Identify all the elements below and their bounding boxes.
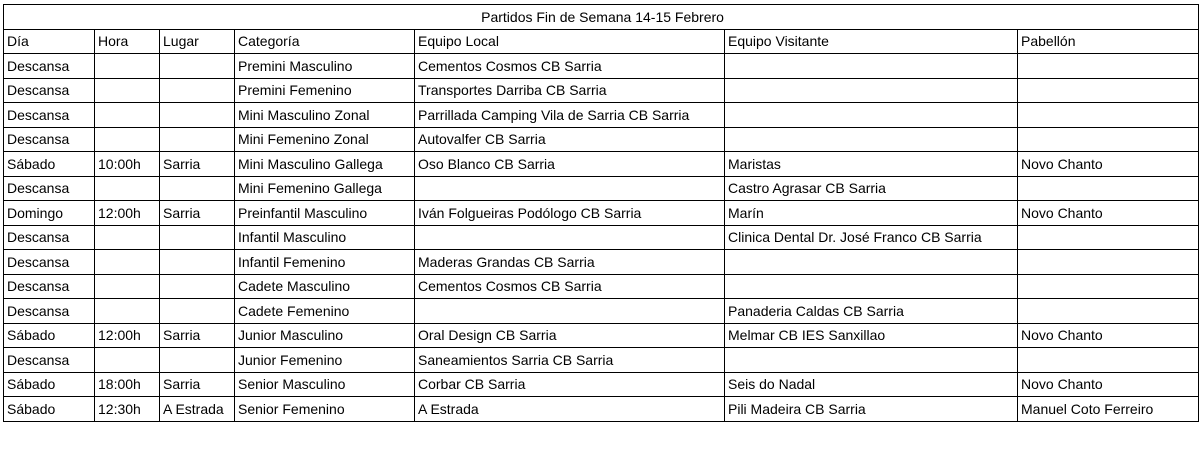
- cell-dia: Descansa: [4, 176, 95, 201]
- cell-dia: Sábado: [4, 323, 95, 348]
- cell-equipo-visitante: Maristas: [725, 152, 1018, 177]
- cell-hora: [95, 250, 160, 275]
- cell-hora: [95, 348, 160, 373]
- table-row: [4, 299, 1199, 324]
- cell-dia: Descansa: [4, 225, 95, 250]
- cell-dia: Descansa: [4, 250, 95, 275]
- header-equipo-local: Equipo Local: [415, 29, 725, 54]
- cell-hora: 10:00h: [95, 152, 160, 177]
- cell-pabellon: [1018, 176, 1199, 201]
- cell-lugar: [160, 225, 235, 250]
- cell-categoria: Mini Masculino Zonal: [235, 103, 415, 128]
- cell-hora: [95, 176, 160, 201]
- table-row: [4, 103, 1199, 128]
- table-row: [4, 348, 1199, 373]
- cell-categoria: Premini Masculino: [235, 54, 415, 79]
- cell-hora: 12:30h: [95, 397, 160, 422]
- header-equipo-visitante: Equipo Visitante: [725, 29, 1018, 54]
- cell-categoria: Mini Femenino Gallega: [235, 176, 415, 201]
- cell-lugar: [160, 348, 235, 373]
- cell-pabellon: [1018, 78, 1199, 103]
- cell-pabellon: [1018, 348, 1199, 373]
- cell-dia: Descansa: [4, 348, 95, 373]
- cell-lugar: [160, 299, 235, 324]
- cell-pabellon: [1018, 103, 1199, 128]
- cell-equipo-visitante: Pili Madeira CB Sarria: [725, 397, 1018, 422]
- cell-pabellon: Novo Chanto: [1018, 372, 1199, 397]
- cell-equipo-local: Transportes Darriba CB Sarria: [415, 78, 725, 103]
- cell-dia: Descansa: [4, 274, 95, 299]
- cell-lugar: A Estrada: [160, 397, 235, 422]
- table-row: [4, 397, 1199, 422]
- table-row: [4, 372, 1199, 397]
- cell-dia: Descansa: [4, 103, 95, 128]
- cell-pabellon: [1018, 127, 1199, 152]
- cell-hora: [95, 274, 160, 299]
- cell-categoria: Infantil Masculino: [235, 225, 415, 250]
- cell-pabellon: [1018, 250, 1199, 275]
- cell-hora: [95, 127, 160, 152]
- cell-hora: 18:00h: [95, 372, 160, 397]
- cell-dia: Descansa: [4, 54, 95, 79]
- cell-dia: Descansa: [4, 299, 95, 324]
- cell-lugar: [160, 54, 235, 79]
- table-row: [4, 54, 1199, 79]
- table-row: [4, 250, 1199, 275]
- cell-equipo-local: [415, 176, 725, 201]
- cell-equipo-visitante: [725, 54, 1018, 79]
- cell-hora: [95, 54, 160, 79]
- table-row: [4, 176, 1199, 201]
- table-row: [4, 225, 1199, 250]
- cell-pabellon: [1018, 274, 1199, 299]
- table-row: [4, 201, 1199, 226]
- title-row: [4, 5, 1199, 30]
- cell-equipo-local: Autovalfer CB Sarria: [415, 127, 725, 152]
- cell-equipo-visitante: [725, 103, 1018, 128]
- cell-dia: Descansa: [4, 127, 95, 152]
- cell-lugar: [160, 78, 235, 103]
- cell-equipo-local: Cementos Cosmos CB Sarria: [415, 274, 725, 299]
- cell-equipo-visitante: [725, 274, 1018, 299]
- table-row: [4, 152, 1199, 177]
- cell-equipo-local: Oso Blanco CB Sarria: [415, 152, 725, 177]
- table-row: [4, 127, 1199, 152]
- cell-equipo-local: A Estrada: [415, 397, 725, 422]
- cell-pabellon: Novo Chanto: [1018, 152, 1199, 177]
- cell-equipo-visitante: [725, 127, 1018, 152]
- cell-categoria: Mini Femenino Zonal: [235, 127, 415, 152]
- cell-lugar: [160, 103, 235, 128]
- cell-equipo-visitante: [725, 348, 1018, 373]
- cell-lugar: [160, 176, 235, 201]
- cell-categoria: Senior Masculino: [235, 372, 415, 397]
- header-lugar: Lugar: [160, 29, 235, 54]
- cell-hora: [95, 225, 160, 250]
- cell-lugar: Sarria: [160, 152, 235, 177]
- cell-equipo-visitante: [725, 78, 1018, 103]
- cell-equipo-local: Saneamientos Sarria CB Sarria: [415, 348, 725, 373]
- cell-categoria: Junior Femenino: [235, 348, 415, 373]
- cell-hora: [95, 299, 160, 324]
- sheet-title: Partidos Fin de Semana 14-15 Febrero: [4, 5, 1199, 30]
- cell-categoria: Infantil Femenino: [235, 250, 415, 275]
- cell-equipo-visitante: Melmar CB IES Sanxillao: [725, 323, 1018, 348]
- cell-pabellon: Manuel Coto Ferreiro: [1018, 397, 1199, 422]
- schedule-table: [3, 4, 1199, 422]
- cell-lugar: Sarria: [160, 323, 235, 348]
- cell-lugar: [160, 274, 235, 299]
- cell-lugar: Sarria: [160, 372, 235, 397]
- cell-pabellon: Novo Chanto: [1018, 323, 1199, 348]
- header-dia: Día: [4, 29, 95, 54]
- cell-equipo-visitante: [725, 250, 1018, 275]
- cell-lugar: [160, 250, 235, 275]
- cell-equipo-local: Corbar CB Sarria: [415, 372, 725, 397]
- cell-equipo-visitante: Panaderia Caldas CB Sarria: [725, 299, 1018, 324]
- cell-equipo-local: [415, 299, 725, 324]
- cell-pabellon: [1018, 225, 1199, 250]
- cell-equipo-local: Parrillada Camping Vila de Sarria CB Sarria: [415, 103, 725, 128]
- cell-lugar: [160, 127, 235, 152]
- header-pabellon: Pabellón: [1018, 29, 1199, 54]
- cell-equipo-visitante: Castro Agrasar CB Sarria: [725, 176, 1018, 201]
- cell-categoria: Mini Masculino Gallega: [235, 152, 415, 177]
- cell-categoria: Preinfantil Masculino: [235, 201, 415, 226]
- cell-dia: Sábado: [4, 397, 95, 422]
- cell-categoria: Cadete Masculino: [235, 274, 415, 299]
- cell-lugar: Sarria: [160, 201, 235, 226]
- cell-hora: [95, 103, 160, 128]
- header-categoria: Categoría: [235, 29, 415, 54]
- cell-pabellon: Novo Chanto: [1018, 201, 1199, 226]
- cell-categoria: Cadete Femenino: [235, 299, 415, 324]
- cell-categoria: Premini Femenino: [235, 78, 415, 103]
- table-row: [4, 323, 1199, 348]
- cell-equipo-visitante: Clinica Dental Dr. José Franco CB Sarria: [725, 225, 1018, 250]
- header-hora: Hora: [95, 29, 160, 54]
- header-row: [4, 29, 1199, 54]
- table-row: [4, 78, 1199, 103]
- cell-equipo-local: Cementos Cosmos CB Sarria: [415, 54, 725, 79]
- table-row: [4, 274, 1199, 299]
- cell-equipo-local: Maderas Grandas CB Sarria: [415, 250, 725, 275]
- cell-equipo-local: Iván Folgueiras Podólogo CB Sarria: [415, 201, 725, 226]
- cell-dia: Sábado: [4, 372, 95, 397]
- cell-equipo-visitante: Marín: [725, 201, 1018, 226]
- cell-dia: Sábado: [4, 152, 95, 177]
- cell-hora: 12:00h: [95, 201, 160, 226]
- cell-equipo-local: [415, 225, 725, 250]
- cell-pabellon: [1018, 54, 1199, 79]
- cell-equipo-local: Oral Design CB Sarria: [415, 323, 725, 348]
- cell-hora: 12:00h: [95, 323, 160, 348]
- cell-categoria: Junior Masculino: [235, 323, 415, 348]
- cell-categoria: Senior Femenino: [235, 397, 415, 422]
- cell-dia: Descansa: [4, 78, 95, 103]
- cell-dia: Domingo: [4, 201, 95, 226]
- cell-equipo-visitante: Seis do Nadal: [725, 372, 1018, 397]
- cell-hora: [95, 78, 160, 103]
- cell-pabellon: [1018, 299, 1199, 324]
